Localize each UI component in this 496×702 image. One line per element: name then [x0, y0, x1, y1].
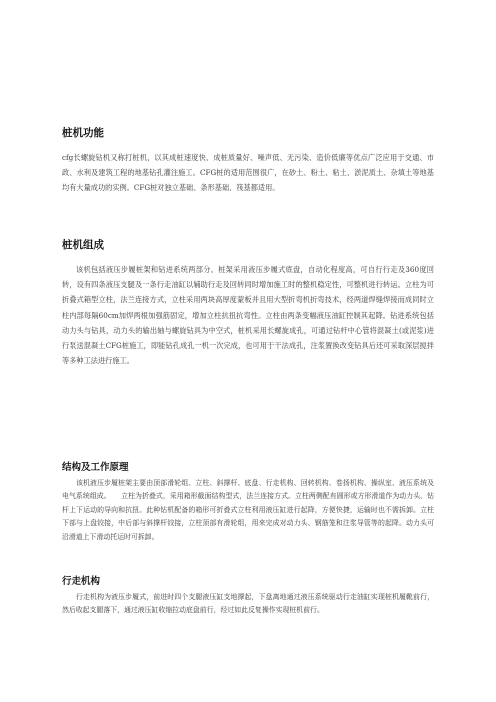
section-heading-structure: 结构及工作原理 — [62, 462, 129, 473]
section-heading-function: 桩机功能 — [62, 127, 104, 139]
section-heading-composition: 桩机组成 — [62, 239, 104, 251]
section-body-function: cfg长螺旋钻机又称打桩机，以其成桩速度快、成桩质量好、噪声低、无污染、造价低廉等优点广泛应用于交通、市政、水利及建筑工程的地基钻孔灌注施工。CFG桩的适用范围很广，在砂土、粉土、粘土、淤泥质土、杂填土等地基均有大量成功的实例。CFG桩对独立基础、条形基础、筏基都适用。 — [62, 153, 434, 193]
section-body-composition: 该机包括液压步履桩架和钻进系统两部分。桩架采用液压步履式底盘，自动化程度高，可自行行走及360度回转，设有四条液压支腿及一条行走油缸以辅助行走及回转同时增加施工时的整机稳定性，可整机进行转运。立柱为可折叠式箱型立柱，法兰连接方式，立柱采用两块高厚度蒙板并且用大型折弯机折弯技术，经两道焊缝焊接而成同时立柱内部每隔60cm加焊两根加强筋固定，增加立柱抗扭抗弯性。立柱由两条变幅液压油缸控制其起降。钻进系统包括动力头与钻具，动力头的输出轴与螺旋钻具为中空式，桩机采用长螺旋成孔，可通过钻杆中心管将混凝土(或泥浆)进行泵送混凝土CFG桩施工，即能钻孔成孔一机一次完成，也可用于干法成孔，注浆置换改变钻具后还可采取深层搅拌等多种工法进行施工。 — [62, 265, 434, 366]
section-heading-travel: 行走机构 — [62, 576, 101, 587]
section-body-travel: 行走机构为液压步履式，前进时四个支腿液压缸支地撑起，下盘离地通过液压系统驱动行走油缸实现桩机履靴前行，然后收起支腿落下，通过液压缸收缩拉动底盘前行，经过如此反复操作实现桩机前行。 — [62, 593, 434, 615]
section-body-structure: 该机液压步履桩架主要由顶部滑轮组、立柱、斜撑杆、底盘、行走机构、回转机构、卷扬机构、操纵室、液压系统及电气系统组成。 立柱为折叠式，采用箱形截面结构型式，法兰连接方式。立柱两侧配有圆形或方形滑道作为动力头、钻杆上下运动的导向和抗扭。此种钻机配备的箱形可折叠式立柱利用液压缸进行起降，方便快捷，运输时也不需拆卸。立柱下部与上盘铰接，中后部与斜撑杆铰接，立柱顶部有滑轮组，用来完成对动力头、钢筋笼和注浆导管等的起降。动力头可沿滑道上下滑动托运时可拆卸。 — [62, 479, 434, 541]
